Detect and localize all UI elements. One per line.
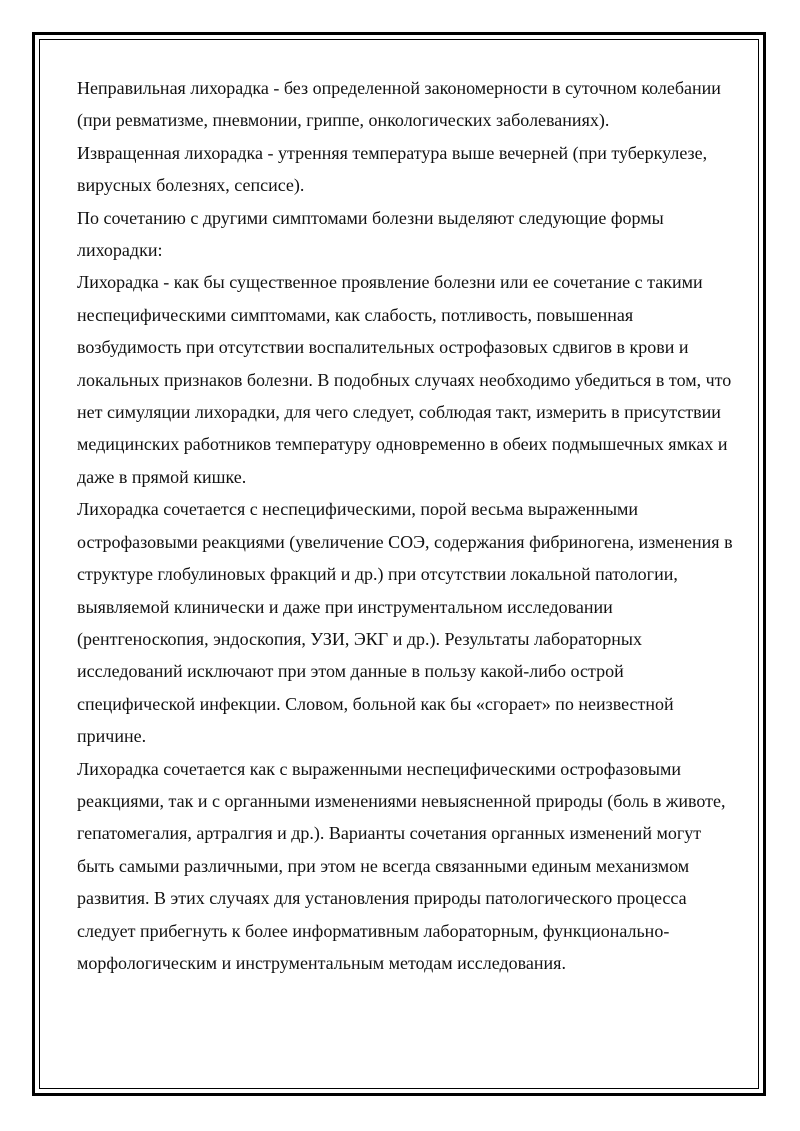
paragraph-fever-form-2: Лихорадка сочетается с неспецифическими, порой весьма выраженными острофазовыми реакциями (увеличение СОЭ, содержания фибриногена, изменения в структуре глобулиновых фракций и др.) при отсутствии локальной патологии, выявляемой клинически и даже при инструментальном исследовании (рентгеноскопия, эндоскопия, УЗИ, ЭКГ и др.). Результаты лабораторных исследований исключают при этом данные в пользу какой-либо острой специфической инфекции. Словом, больной как бы «сгорает» по неизвестной причине. [77, 499, 733, 747]
paragraph-forms-intro: По сочетанию с другими симптомами болезни выделяют следующие формы лихорадки: [77, 207, 664, 261]
paragraph-fever-form-1: Лихорадка - как бы существенное проявление болезни или ее сочетание с такими неспецифическими симптомами, как слабость, потливость, повышенная возбудимость при отсутствии воспалительных острофазовых сдвигов в крови и локальных признаков болезни. В подобных случаях необходимо убедиться в том, что нет симуляции лихорадки, для чего следует, соблюдая такт, измерить в присутствии медицинских работников температуру одновременно в обеих подмышечных ямках и даже в прямой кишке. [77, 272, 732, 487]
paragraph-irregular-fever: Неправильная лихорадка - без определенной закономерности в суточном колебании (при ревматизме, пневмонии, гриппе, онкологических заболеваниях). [77, 78, 721, 131]
document-body [77, 72, 737, 979]
paragraph-fever-form-3: Лихорадка сочетается как с выраженными неспецифическими острофазовыми реакциями, так и с органными изменениями невыясненной природы (боль в животе, гепатомегалия, артралгия и др.). Варианты сочетания органных изменений могут быть самыми различными, при этом не всегда связанными единым механизмом развития. В этих случаях для установления природы патологического процесса следует прибегнуть к более информативным лабораторным, функционально-морфологическим и инструментальным методам исследования. [77, 758, 726, 973]
paragraph-perverted-fever: Извращенная лихорадка - утренняя температура выше вечерней (при туберкулезе, вирусных болезнях, сепсисе). [77, 142, 708, 196]
